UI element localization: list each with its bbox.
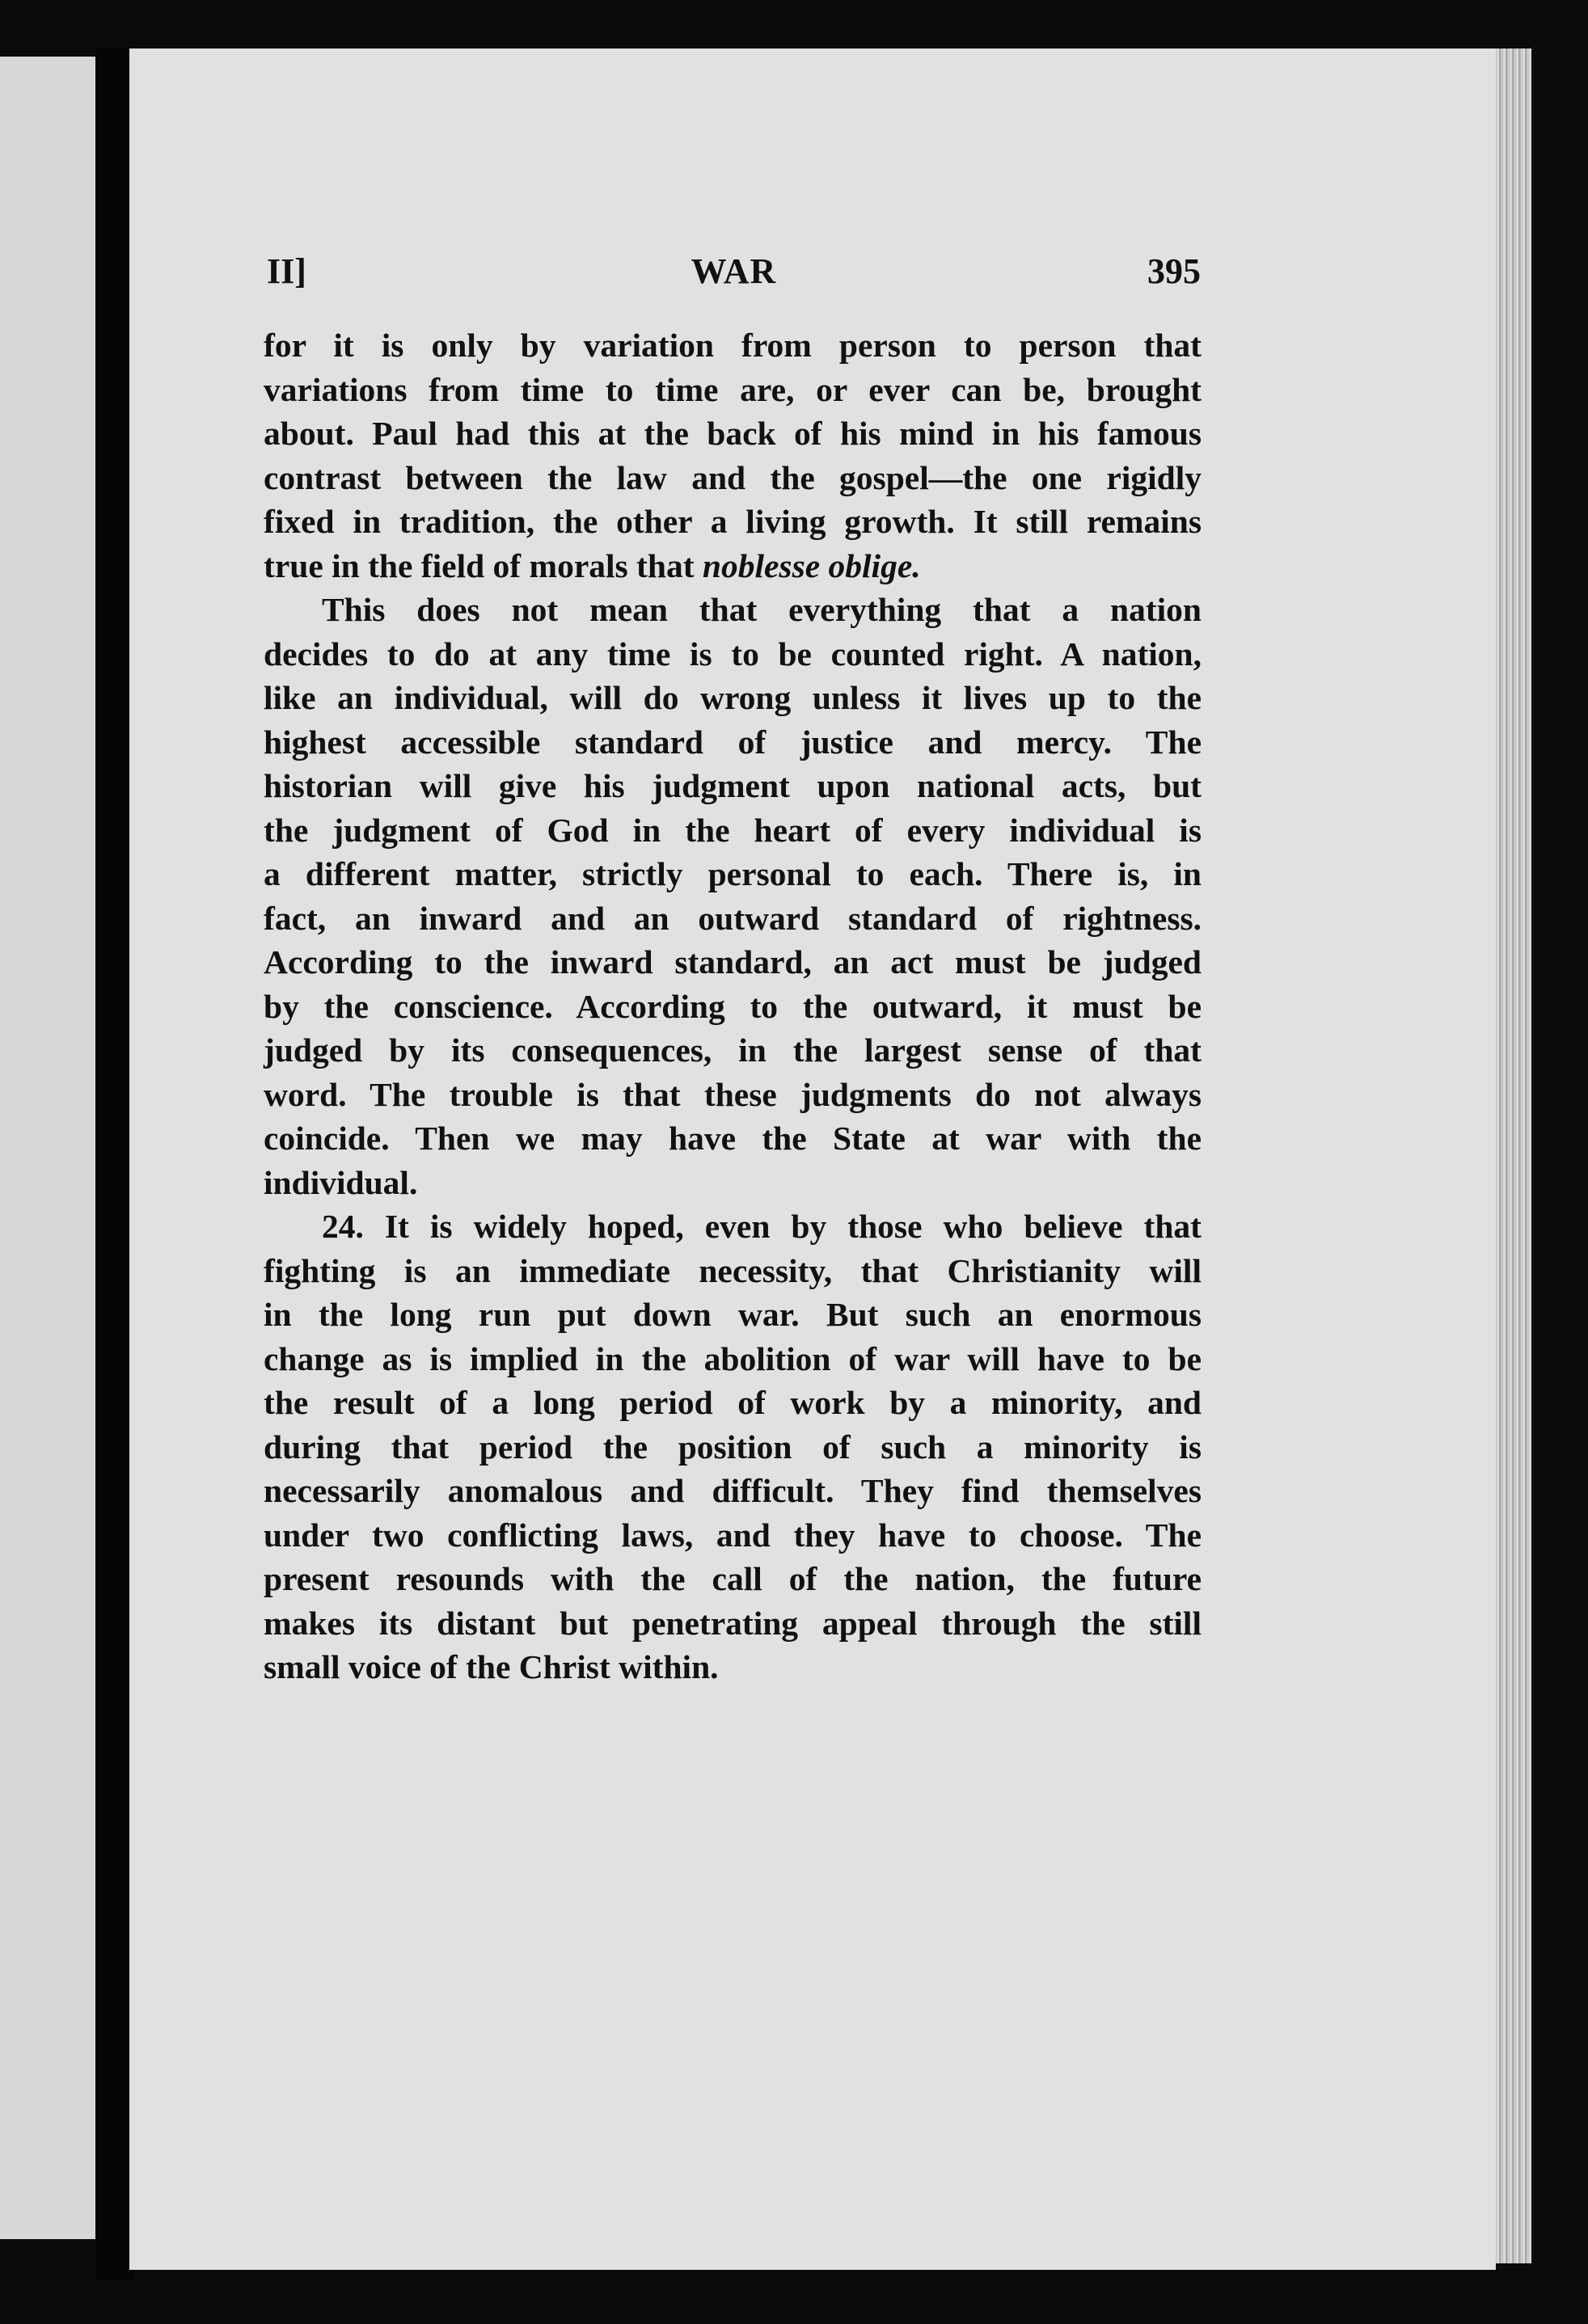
text-line: coincide. Then we may have the State at war with the: [264, 1120, 1202, 1157]
paragraph-2: [264, 588, 1202, 1204]
text-line: [264, 544, 1202, 588]
text-line: the result of a long period of work by a minority, and: [264, 1384, 1202, 1421]
text-line: by the conscience. According to the outward, it must be: [264, 987, 1202, 1025]
paragraph-3: [264, 1204, 1202, 1689]
text-line: highest accessible standard of justice and mercy. The: [264, 723, 1202, 761]
text-line: fact, an inward and an outward standard of rightness.: [264, 899, 1202, 937]
text-line: under two conflicting laws, and they have to choose. The: [264, 1516, 1202, 1554]
text-line: judged by its consequences, in the largest sense of that: [264, 1031, 1202, 1069]
binding-gutter: [95, 49, 134, 2280]
paragraph-1: [264, 323, 1202, 588]
text-line: during that period the position of such a minority is: [264, 1428, 1202, 1466]
text-line: small voice of the Christ within.: [264, 1648, 719, 1685]
text-line: According to the inward standard, an act must be judged: [264, 943, 1202, 981]
running-header: [267, 251, 1201, 299]
italic-phrase: noblesse oblige.: [702, 546, 921, 584]
text-line: fixed in tradition, the other a living growth. It still remains: [264, 503, 1202, 540]
text-line: This does not mean that everything that a nation: [322, 591, 1202, 628]
text-line: word. The trouble is that these judgments do not always: [264, 1075, 1202, 1113]
text-line: variations from time to time are, or ever can be, brought: [264, 370, 1202, 408]
text-line: in the long run put down war. But such an enormous: [264, 1296, 1202, 1333]
text-line: the judgment of God in the heart of every individual is: [264, 811, 1202, 849]
text-line: decides to do at any time is to be counted right. A nation,: [264, 635, 1202, 673]
text-line: makes its distant but penetrating appeal through the still: [264, 1604, 1202, 1642]
chapter-marker: II]: [267, 251, 306, 291]
text-segment: true in the field of morals that: [264, 546, 703, 584]
text-line: change as is implied in the abolition of war will have to be: [264, 1339, 1202, 1377]
text-line: contrast between the law and the gospel—the one rigidly: [264, 458, 1202, 496]
text-line: historian will give his judgment upon national acts, but: [264, 767, 1202, 804]
text-line: a different matter, strictly personal to each. There is, in: [264, 855, 1202, 892]
page-stack-edge: [1496, 49, 1531, 2263]
text-line: fighting is an immediate necessity, that Christianity will: [264, 1251, 1202, 1289]
text-line: 24. It is widely hoped, even by those who believe that: [322, 1208, 1202, 1245]
body-text: [264, 323, 1202, 1689]
text-line: individual.: [264, 1163, 418, 1201]
text-line: for it is only by variation from person to person that: [264, 327, 1202, 364]
text-line: like an individual, will do wrong unless it lives up to the: [264, 679, 1202, 716]
text-line: present resounds with the call of the nation, the future: [264, 1560, 1202, 1597]
running-title: WAR: [691, 251, 777, 291]
facing-page-edge: [0, 57, 97, 2239]
text-line: about. Paul had this at the back of his mind in his famous: [264, 415, 1202, 452]
text-line: necessarily anomalous and difficult. They find themselves: [264, 1472, 1202, 1509]
page-number: 395: [1147, 251, 1201, 291]
